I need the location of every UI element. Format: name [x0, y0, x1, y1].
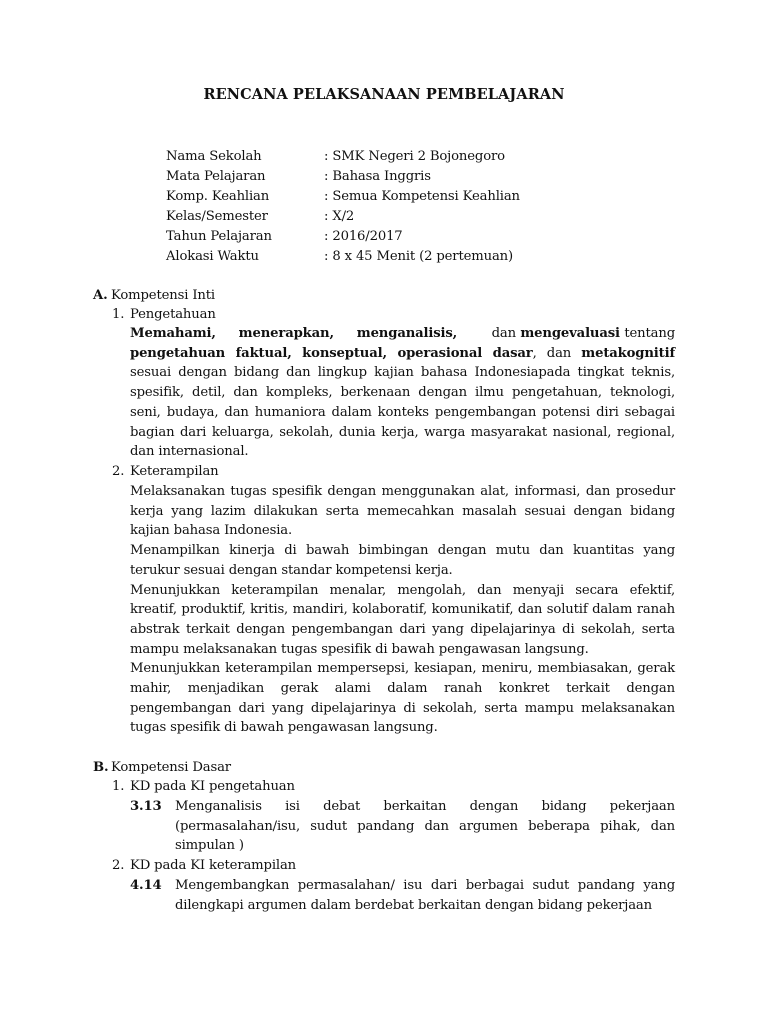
identitas-value: : X/2 — [324, 209, 355, 224]
kd-item-pengetahuan-heading — [112, 777, 295, 797]
paragraph: Menampilkan kinerja di bawah bimbingan dengan mutu dan kuantitas yang terukur sesuai dengan standar kompetensi kerja. — [130, 543, 675, 578]
identitas-row — [166, 187, 520, 207]
bold-phrase: metakognitif — [581, 345, 675, 361]
ki-keterampilan-paragraphs — [130, 482, 675, 738]
section-b-title: Kompetensi Dasar — [111, 760, 231, 775]
identitas-label: Nama Sekolah — [166, 149, 262, 164]
section-b-heading — [93, 758, 231, 778]
paragraph: Melaksanakan tugas spesifik dengan menggunakan alat, informasi, dan prosedur kerja yang lazim dilakukan serta memecahkan masalah sesuai dengan bidang kajian bahasa Indonesia. — [130, 484, 675, 539]
kd-description: Menganalisis isi debat berkaitan dengan bidang pekerjaan (permasalahan/isu, sudut pandang dan argumen beberapa pihak, dan simpulan ) — [175, 799, 675, 854]
identitas-label: Komp. Keahlian — [166, 189, 270, 204]
text-run: sesuai dengan bidang dan lingkup kajian bahasa Indonesiapada tingkat teknis, spesifik, detil, dan kompleks, berkenaan dengan ilmu pengetahuan, teknologi, seni, budaya, dan humaniora dalam konteks pengembangan potensi diri sebagai bagian dari keluarga, sekolah, dunia kerja, warga masyarakat nasional, regional, dan internasional. — [130, 365, 675, 460]
list-number: 2. — [112, 464, 125, 479]
identitas-row — [166, 147, 520, 167]
kd-code: 3.13 — [130, 799, 162, 814]
identitas-value: : SMK Negeri 2 Bojonegoro — [324, 149, 505, 164]
section-a-letter: A. — [93, 288, 108, 303]
paragraph: Menunjukkan keterampilan menalar, mengolah, dan menyaji secara efektif, kreatif, produktif, kritis, mandiri, kolaboratif, komunikatif, dan solutif dalam ranah abstrak terkait dengan pengembangan dari yang dipelajarinya di sekolah, serta mampu melaksanakan tugas spesifik di bawah pengawasan langsung. — [130, 582, 675, 657]
kd-item-title: KD pada KI pengetahuan — [130, 779, 295, 794]
identitas-label: Mata Pelajaran — [166, 169, 266, 184]
identitas-value: : Semua Kompetensi Keahlian — [324, 189, 520, 204]
identitas-value: : 2016/2017 — [324, 229, 403, 244]
identitas-value: : Bahasa Inggris — [324, 169, 431, 184]
identitas-row — [166, 207, 520, 227]
bold-phrase: Memahami, menerapkan, menganalisis, — [130, 326, 458, 341]
document-title: RENCANA PELAKSANAAN PEMBELAJARAN — [203, 86, 565, 103]
kd-item-title: KD pada KI keterampilan — [130, 858, 297, 873]
bold-phrase: mengevaluasi — [520, 326, 620, 341]
identitas-label: Tahun Pelajaran — [166, 229, 272, 244]
ki-item-keterampilan-heading — [112, 462, 219, 482]
paragraph: Menunjukkan keterampilan mempersepsi, kesiapan, meniru, membiasakan, gerak mahir, menjadikan gerak alami dalam ranah konkret terkait dengan pengembangan dari yang dipelajarinya di sekolah, serta mampu melaksanakan tugas spesifik di bawah pengawasan langsung. — [130, 661, 675, 736]
list-number: 1. — [112, 779, 125, 794]
text-run: tentang — [619, 326, 675, 341]
ki-pengetahuan-paragraph — [130, 324, 675, 462]
kd-text — [175, 876, 675, 915]
ki-item-title: Keterampilan — [130, 464, 219, 479]
kd-description: Mengembangkan permasalahan/ isu dari berbagai sudut pandang yang dilengkapi argumen dalam berdebat berkaitan dengan bidang pekerjaan — [175, 878, 675, 913]
kd-text — [175, 797, 675, 856]
kd-item-keterampilan-heading — [112, 856, 296, 876]
ki-item-pengetahuan-heading — [112, 305, 216, 325]
list-number: 1. — [112, 307, 125, 322]
section-a-heading — [93, 286, 215, 306]
text-run: dan — [487, 326, 521, 341]
identitas-row — [166, 167, 520, 187]
identitas-row — [166, 227, 520, 247]
identitas-label: Kelas/Semester — [166, 209, 268, 224]
identitas-label: Alokasi Waktu — [166, 249, 259, 264]
bold-phrase: pengetahuan faktual, konseptual, operasional dasar — [130, 345, 533, 361]
ki-item-title: Pengetahuan — [130, 307, 216, 322]
section-b-letter: B. — [93, 760, 109, 775]
list-number: 2. — [112, 858, 125, 873]
identitas-block — [166, 147, 520, 267]
section-a-title: Kompetensi Inti — [111, 288, 215, 303]
identitas-row — [166, 247, 520, 267]
kd-code: 4.14 — [130, 878, 162, 893]
text-run: , dan — [532, 345, 582, 361]
identitas-value: : 8 x 45 Menit (2 pertemuan) — [324, 249, 514, 264]
